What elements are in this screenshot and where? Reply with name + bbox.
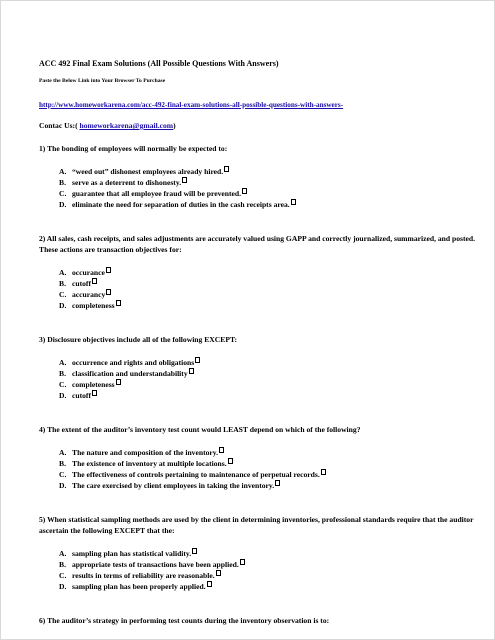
checkbox-glyph-icon [106,289,111,295]
contact-line [39,121,477,131]
question-block [39,615,477,626]
question-text: 1) The bonding of employees will normally be expected to: [39,144,228,153]
answer-option [59,166,477,177]
option-letter: D. [59,481,67,490]
option-text: The care exercised by client employees in taking the inventory. [72,481,275,490]
question-text: 2) All sales, cash receipts, and sales adjustments are accurately valued using GAPP and correctly journalized, summarized, and posted. These actions are transaction objectives for: [39,234,475,254]
answer-option [59,278,477,289]
question-block [39,514,477,592]
option-letter: A. [59,549,67,558]
answer-option [59,390,477,401]
option-text: completeness [72,301,115,310]
answer-option [59,379,477,390]
checkbox-glyph-icon [116,379,121,385]
question-text: 4) The extent of the auditor’s inventory test count would LEAST depend on which of the following? [39,425,361,434]
contact-email-link[interactable]: homeworkarena@gmail.com [79,121,174,130]
checkbox-glyph-icon [182,177,187,183]
question-text: 6) The auditor’s strategy in performing test counts during the inventory observation is to: [39,616,330,625]
option-text: results in terms of reliability are reasonable. [72,571,215,580]
answer-options [59,166,477,210]
option-letter: C. [59,380,67,389]
checkbox-glyph-icon [92,278,97,284]
question-block [39,233,477,311]
checkbox-glyph-icon [240,559,245,565]
checkbox-glyph-icon [189,368,194,374]
option-letter: C. [59,290,67,299]
option-letter: B. [59,459,66,468]
answer-option [59,570,477,581]
contact-label: Contac Us:( [39,121,78,130]
checkbox-glyph-icon [291,199,296,205]
option-text: completeness [72,380,115,389]
option-text: cutoff [72,391,91,400]
answer-options [59,548,477,592]
answer-option [59,188,477,199]
checkbox-glyph-icon [224,166,229,172]
option-text: serve as a deterrent to dishonesty. [72,178,182,187]
question-text: 5) When statistical sampling methods are used by the client in determining inventories, professional standards require that the auditor ascertain the following EXCEPT that the: [39,515,474,535]
answer-option [59,289,477,300]
option-letter: B. [59,279,66,288]
question-text: 3) Disclosure objectives include all of the following EXCEPT: [39,335,237,344]
checkbox-glyph-icon [242,188,247,194]
answer-option [59,548,477,559]
option-text: The nature and composition of the inventory. [72,448,219,457]
answer-option [59,368,477,379]
option-text: occurrence and rights and obligations [72,358,195,367]
answer-option [59,469,477,480]
purchase-instruction: Paste the Below Link into Your Browser To Purchase [39,78,166,84]
option-text: sampling plan has been properly applied. [72,582,206,591]
option-letter: D. [59,391,67,400]
checkbox-glyph-icon [192,548,197,554]
checkbox-glyph-icon [321,469,326,475]
option-text: “weed out” dishonest employees already hired. [72,167,224,176]
option-text: The existence of inventory at multiple locations. [72,459,227,468]
option-letter: C. [59,189,67,198]
option-letter: C. [59,571,67,580]
option-letter: A. [59,167,67,176]
option-letter: A. [59,268,67,277]
answer-option [59,559,477,570]
question-block [39,334,477,401]
answer-option [59,357,477,368]
checkbox-glyph-icon [195,357,200,363]
checkbox-glyph-icon [106,267,111,273]
checkbox-glyph-icon [116,300,121,306]
option-text: classification and understandability [72,369,188,378]
checkbox-glyph-icon [92,390,97,396]
checkbox-glyph-icon [275,480,280,486]
option-letter: A. [59,358,67,367]
answer-options [59,357,477,401]
option-text: eliminate the need for separation of duties in the cash receipts area. [72,200,290,209]
question-block [39,143,477,210]
option-text: sampling plan has statistical validity. [72,549,192,558]
document-content [39,59,477,626]
option-letter: B. [59,560,66,569]
option-text: accurancy [72,290,106,299]
checkbox-glyph-icon [228,458,233,464]
option-letter: C. [59,470,67,479]
answer-option [59,177,477,188]
option-letter: D. [59,200,67,209]
document-title: ACC 492 Final Exam Solutions (All Possible Questions With Answers) [39,59,279,68]
checkbox-glyph-icon [219,447,224,453]
purchase-link[interactable]: http://www.homeworkarena.com/acc-492-final-exam-solutions-all-possible-questions-with-answers- [39,101,344,109]
option-text: guarantee that all employee fraud will be prevented. [72,189,242,198]
answer-options [59,267,477,311]
option-letter: D. [59,582,67,591]
answer-option [59,581,477,592]
option-letter: B. [59,178,66,187]
option-text: cutoff [72,279,91,288]
checkbox-glyph-icon [216,570,221,576]
option-letter: B. [59,369,66,378]
answer-option [59,480,477,491]
answer-options [59,447,477,491]
contact-close: ) [173,121,176,130]
answer-option [59,447,477,458]
option-letter: D. [59,301,67,310]
checkbox-glyph-icon [207,581,212,587]
answer-option [59,458,477,469]
option-text: appropriate tests of transactions have been applied. [72,560,239,569]
question-block [39,424,477,491]
option-text: occurance [72,268,105,277]
answer-option [59,300,477,311]
option-letter: A. [59,448,67,457]
answer-option [59,267,477,278]
option-text: The effectiveness of controls pertaining to maintenance of perpetual records. [72,470,320,479]
answer-option [59,199,477,210]
